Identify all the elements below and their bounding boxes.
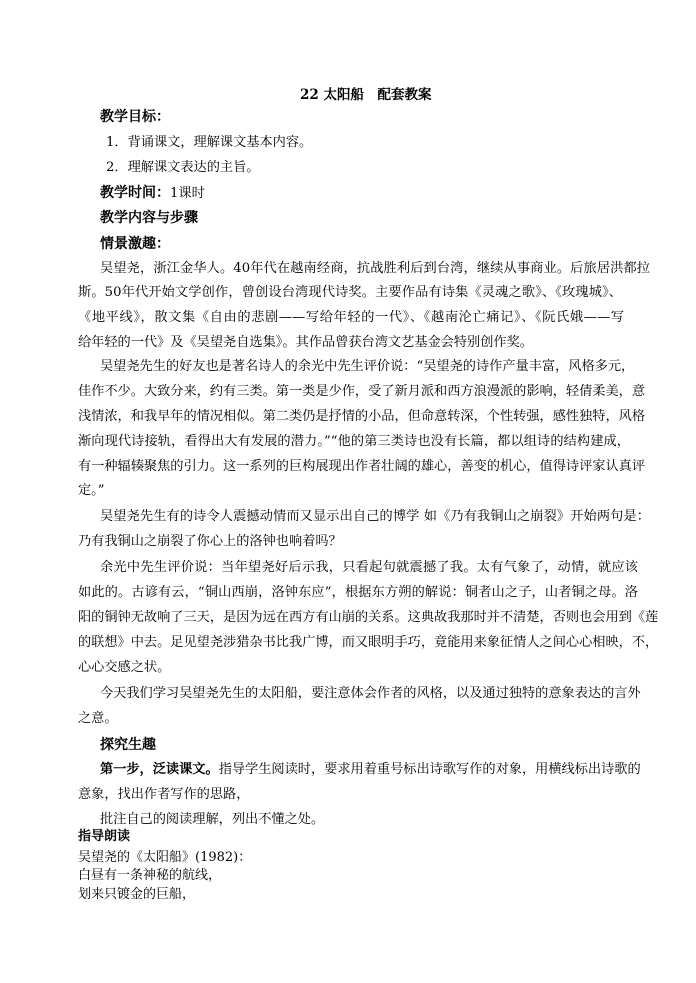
step1-line	[100, 761, 641, 779]
poem-line-1: 白昼有一条神秘的航线，	[78, 868, 222, 883]
para2-line-3: 浅情浓，和我早年的情况相似。第二类仍是抒情的小品，但命意转深，个性转强，感性独特，风格	[78, 409, 646, 424]
guide-reading-heading: 指导朗读	[78, 829, 131, 844]
objective-item-2: 2．理解课文表达的主旨。	[106, 160, 260, 175]
para4-line-3: 阳的铜钟无故响了三天，是因为远在西方有山崩的关系。这典故我那时并不清楚，否则也会用到《莲	[78, 610, 659, 625]
para4-line-4: 的联想》中去。足见望尧涉猎杂书比我广博，而又眼明手巧，竟能用来象征情人之间心心相映，不，	[78, 635, 659, 650]
para4-line-5: 心心交感之状。	[78, 660, 171, 675]
para4-line-2: 如此的。古谚有云，“铜山西崩，洛钟东应”，根据东方朔的解说：铜者山之子，山者铜之母。洛	[78, 585, 638, 600]
para2-line-5: 有一种辐辏聚焦的引力。这一系列的巨构展现出作者壮阔的雄心，善变的机心，值得诗评家认真评	[78, 459, 646, 474]
para1-line-2: 斯。50年代开始文学创作，曾创设台湾现代诗奖。主要作品有诗集《灵魂之歌》、《玫瑰城》、	[78, 285, 622, 300]
step1-text: 指导学生阅读时，要求用着重号标出诗歌写作的对象，用横线标出诗歌的	[218, 762, 641, 777]
step1-note: 批注自己的阅读理解，列出不懂之处。	[100, 812, 325, 827]
para4-line-1: 余光中先生评价说：当年望尧好后示我，只看起句就震撼了我。太有气象了，动情，就应该	[100, 560, 638, 575]
para1-line-4: 给年轻的一代》及《吴望尧自选集》。其作品曾获台湾文艺基金会特别创作奖。	[78, 335, 533, 350]
explore-heading: 探究生趣	[100, 737, 156, 753]
content-heading: 教学内容与步骤	[100, 210, 198, 226]
para5-line-2: 之意。	[78, 711, 118, 726]
step1-label: 第一步，泛读课文。	[100, 762, 219, 777]
teaching-time-value: 1课时	[170, 186, 205, 201]
para1-line-1: 吴望尧，浙江金华人。40年代在越南经商，抗战胜利后到台湾，继续从事商业。后旅居洪都拉	[100, 261, 650, 276]
para5-line-1: 今天我们学习吴望尧先生的太阳船，要注意体会作者的风格，以及通过独特的意象表达的言外	[100, 686, 641, 701]
teaching-time	[100, 184, 205, 203]
para2-line-2: 佳作不少。大致分来，约有三类。第一类是少作，受了新月派和西方浪漫派的影响，轻倩柔美，意	[78, 384, 646, 399]
para2-line-1: 吴望尧先生的好友也是著名诗人的余光中先生评价说：“吴望尧的诗作产量丰富，风格多元，	[100, 359, 635, 374]
step1-continuation: 意象，找出作者写作的思路，	[78, 787, 250, 802]
poem-line-2: 划来只镀金的巨船，	[78, 887, 196, 902]
para3-line-1: 吴望尧先生有的诗令人震撼动情而又显示出自己的博学 如《乃有我铜山之崩裂》开始两句是：	[100, 509, 650, 524]
objective-item-1: 1．背诵课文，理解课文基本内容。	[106, 135, 313, 150]
para2-line-4: 渐向现代诗接轨，看得出大有发展的潜力。”“他的第三类诗也没有长篇，都以组诗的结构建成，	[78, 434, 630, 449]
intro-heading: 情景激趣：	[100, 236, 170, 252]
poem-intro: 吴望尧的《太阳船》(1982)：	[78, 850, 252, 865]
document-title: 22 太阳船 配套教案	[300, 87, 432, 103]
para2-line-6: 定。”	[78, 483, 105, 498]
teaching-time-label: 教学时间：	[100, 185, 170, 201]
para3-line-2: 乃有我铜山之崩裂了你心上的洛钟也响着吗？	[78, 534, 342, 549]
objectives-heading: 教学目标：	[100, 109, 170, 125]
para1-line-3: 《地平线》，散文集《自由的悲剧——写给年轻的一代》、《越南沦亡痛记》、《阮氏娥——写	[78, 310, 624, 325]
